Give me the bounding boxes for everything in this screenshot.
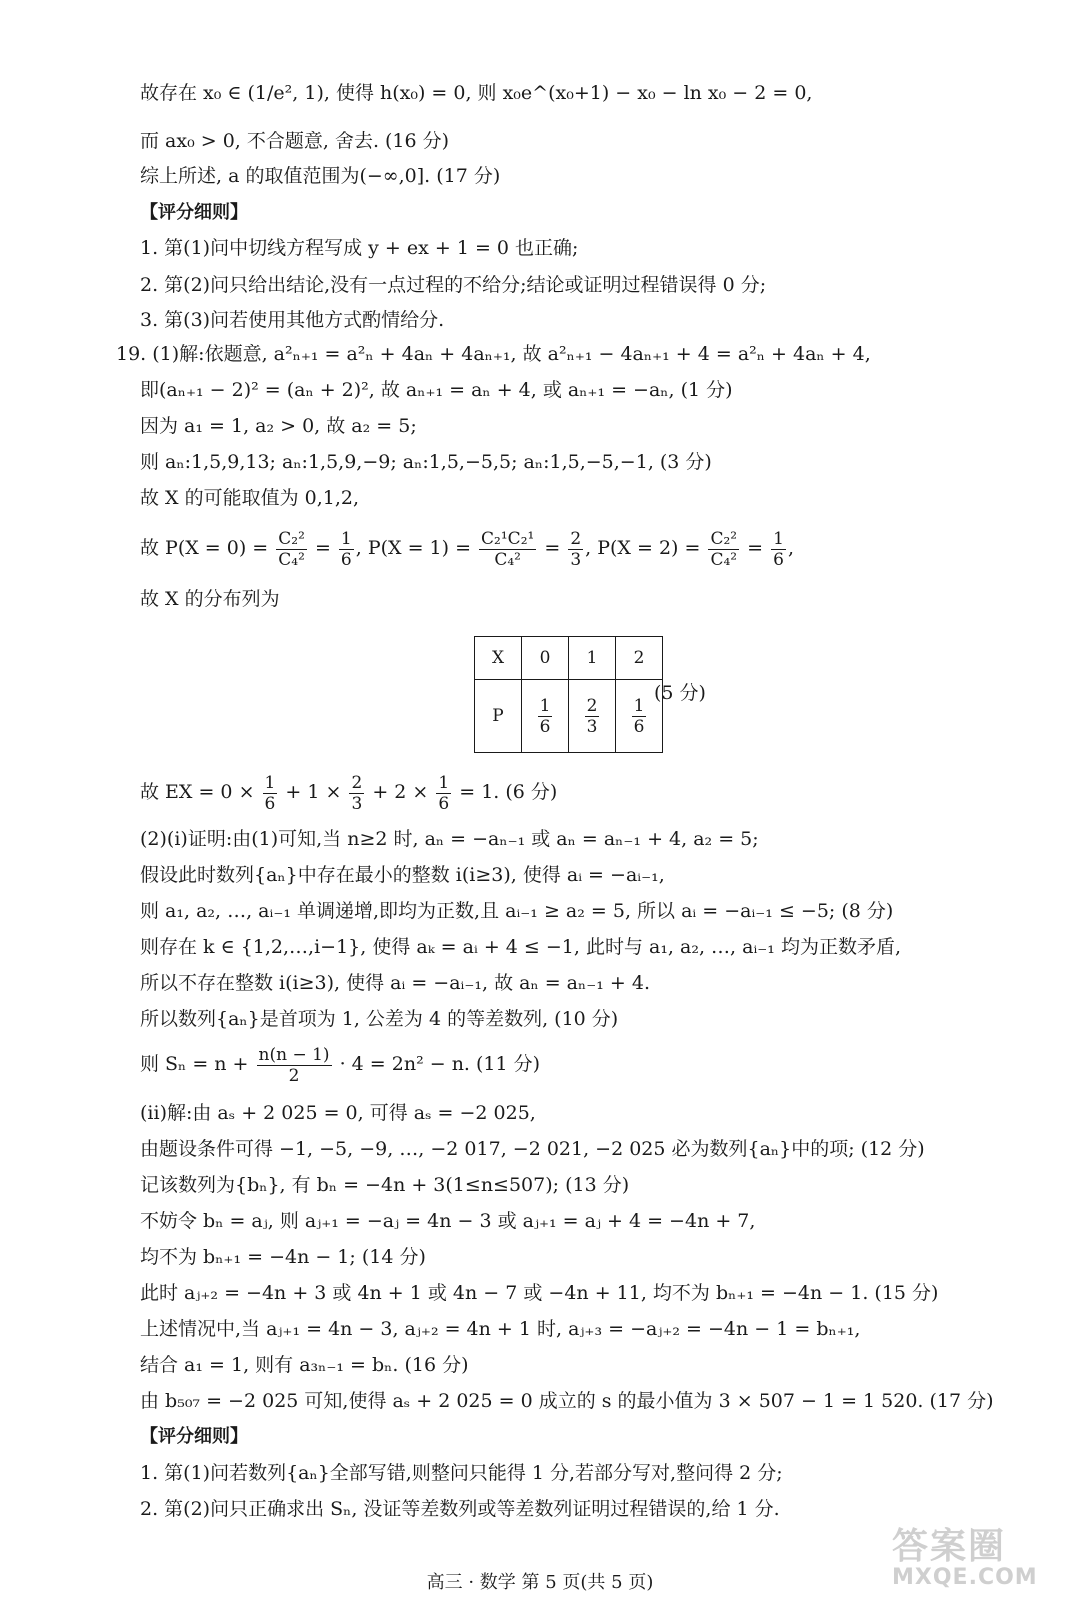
fraction — [339, 529, 354, 570]
table-row — [475, 637, 663, 680]
denominator: 3 — [351, 793, 363, 814]
denominator: C₄² — [494, 549, 521, 570]
watermark-text: MXQE.COM — [892, 1565, 1038, 1590]
text-line: 1. 第(1)问中切线方程写成 y + ex + 1 = 0 也正确; — [140, 237, 579, 259]
fraction — [263, 773, 278, 814]
table-cell: 1 — [569, 637, 616, 680]
text-line: 所以不存在整数 i(i≥3), 使得 aᵢ = −aᵢ₋₁, 故 aₙ = aₙ₋₁ + 4. — [140, 972, 650, 994]
table-cell — [522, 680, 569, 753]
fraction — [771, 529, 786, 570]
fraction — [708, 529, 739, 570]
numerator: 2 — [351, 772, 363, 793]
fraction — [436, 773, 451, 814]
text-line: 而 ax₀ > 0, 不合题意, 舍去. (16 分) — [140, 130, 450, 152]
fraction — [257, 1045, 332, 1086]
text-line: 故存在 x₀ ∈ (1/e², 1), 使得 h(x₀) = 0, 则 x₀e^(x₀+1) − x₀ − ln x₀ − 2 = 0, — [140, 82, 813, 104]
text: 故 EX = 0 × — [140, 781, 261, 803]
watermark-text: 答案圈 — [892, 1526, 1007, 1567]
denominator: 2 — [288, 1065, 300, 1086]
text-line: 综上所述, a 的取值范围为(−∞,0]. (17 分) — [140, 165, 501, 187]
text-line: 2. 第(2)问只给出结论,没有一点过程的不给分;结论或证明过程错误得 0 分; — [140, 274, 767, 296]
table-cell: 0 — [522, 637, 569, 680]
numerator: 2 — [570, 528, 582, 549]
text-line: 2. 第(2)问只正确求出 Sₙ, 没证等差数列或等差数列证明过程错误的,给 1 分. — [140, 1498, 780, 1520]
denominator: C₄² — [278, 549, 305, 570]
numerator: 1 — [539, 695, 551, 716]
denominator: 6 — [539, 716, 551, 737]
text-line: 即(aₙ₊₁ − 2)² = (aₙ + 2)², 故 aₙ₊₁ = aₙ + 4, 或 aₙ₊₁ = −aₙ, (1 分) — [140, 379, 733, 401]
numerator: 1 — [773, 528, 784, 549]
table-cell: X — [475, 637, 522, 680]
text: = — [308, 537, 337, 559]
text: = 1. (6 分) — [453, 781, 558, 803]
numerator: C₂¹C₂¹ — [481, 528, 535, 549]
text-line: 则 aₙ:1,5,9,13; aₙ:1,5,9,−9; aₙ:1,5,−5,5; aₙ:1,5,−5,−1, (3 分) — [140, 451, 712, 473]
text: 则 Sₙ = n + — [140, 1053, 255, 1075]
fraction — [568, 529, 583, 570]
text: = — [538, 537, 567, 559]
text-line: 结合 a₁ = 1, 则有 a₃ₙ₋₁ = bₙ. (16 分) — [140, 1354, 469, 1376]
text-line: 所以数列{aₙ}是首项为 1, 公差为 4 的等差数列, (10 分) — [140, 1008, 619, 1030]
table-cell: P — [475, 680, 522, 753]
text-line: 此时 aⱼ₊₂ = −4n + 3 或 4n + 1 或 4n − 7 或 −4n + 11, 均不为 bₙ₊₁ = −4n − 1. (15 分) — [140, 1282, 939, 1304]
section-heading: 【评分细则】 — [140, 202, 248, 223]
text: + 1 × — [279, 781, 348, 803]
denominator: 6 — [264, 793, 276, 814]
text-line: 假设此时数列{aₙ}中存在最小的整数 i(i≥3), 使得 aᵢ = −aᵢ₋₁, — [140, 864, 665, 886]
numerator: 1 — [438, 772, 450, 793]
fraction — [632, 696, 647, 737]
text: + 2 × — [366, 781, 435, 803]
denominator: 3 — [586, 716, 598, 737]
numerator: 1 — [264, 772, 276, 793]
denominator: 6 — [438, 793, 450, 814]
numerator: 1 — [340, 528, 352, 549]
text-line: 故 X 的分布列为 — [140, 588, 280, 610]
denominator: 3 — [570, 549, 582, 570]
probability-line — [140, 520, 794, 576]
numerator: C₂² — [710, 528, 738, 549]
text: · 4 = 2n² − n. (11 分) — [333, 1053, 541, 1075]
sum-formula-line — [140, 1036, 540, 1092]
text-line: 故 X 的可能取值为 0,1,2, — [140, 487, 360, 509]
text-line: 上述情况中,当 aⱼ₊₁ = 4n − 3, aⱼ₊₂ = 4n + 1 时, aⱼ₊₃ = −aⱼ₊₂ = −4n − 1 = bₙ₊₁, — [140, 1318, 861, 1340]
text-line: 3. 第(3)问若使用其他方式酌情给分. — [140, 309, 445, 331]
denominator: 6 — [340, 549, 352, 570]
table-row — [475, 680, 663, 753]
numerator: 2 — [586, 695, 598, 716]
table-cell — [569, 680, 616, 753]
text: , — [787, 537, 794, 559]
fraction — [538, 696, 553, 737]
fraction — [479, 529, 536, 570]
section-heading: 【评分细则】 — [140, 1426, 248, 1447]
text-line: (2)(i)证明:由(1)可知,当 n≥2 时, aₙ = −aₙ₋₁ 或 aₙ = aₙ₋₁ + 4, a₂ = 5; — [140, 828, 759, 850]
denominator: C₄² — [710, 549, 738, 570]
text: 故 P(X = 0) = — [140, 537, 275, 559]
score-note: (5 分) — [654, 682, 706, 704]
text-line: 1. 第(1)问若数列{aₙ}全部写错,则整问只能得 1 分,若部分写对,整问得 2 分; — [140, 1462, 783, 1484]
distribution-table — [474, 636, 663, 753]
numerator: n(n − 1) — [258, 1044, 330, 1065]
text-line: 不妨令 bₙ = aⱼ, 则 aⱼ₊₁ = −aⱼ = 4n − 3 或 aⱼ₊₁ = aⱼ + 4 = −4n + 7, — [140, 1210, 756, 1232]
text-line: 均不为 bₙ₊₁ = −4n − 1; (14 分) — [140, 1246, 426, 1268]
text: , P(X = 1) = — [355, 537, 478, 559]
text-line: 则 a₁, a₂, …, aᵢ₋₁ 单调递增,即均为正数,且 aᵢ₋₁ ≥ a₂ = 5, 所以 aᵢ = −aᵢ₋₁ ≤ −5; (8 分) — [140, 900, 894, 922]
expectation-line — [140, 764, 557, 820]
fraction — [585, 696, 600, 737]
page-footer: 高三 · 数学 第 5 页(共 5 页) — [426, 1572, 654, 1593]
text: = — [741, 537, 770, 559]
text-line: 由题设条件可得 −1, −5, −9, …, −2 017, −2 021, −2 025 必为数列{aₙ}中的项; (12 分) — [140, 1138, 925, 1160]
numerator: C₂² — [278, 528, 305, 549]
text: , P(X = 2) = — [585, 537, 707, 559]
text-line: 则存在 k ∈ {1,2,…,i−1}, 使得 aₖ = aᵢ + 4 ≤ −1, 此时与 a₁, a₂, …, aᵢ₋₁ 均为正数矛盾, — [140, 936, 901, 958]
numerator: 1 — [633, 695, 645, 716]
denominator: 6 — [773, 549, 784, 570]
text-line: (ii)解:由 aₛ + 2 025 = 0, 可得 aₛ = −2 025, — [140, 1102, 536, 1124]
fraction — [349, 773, 364, 814]
text-line: 由 b₅₀₇ = −2 025 可知,使得 aₛ + 2 025 = 0 成立的 s 的最小值为 3 × 507 − 1 = 1 520. (17 分) — [140, 1390, 994, 1412]
fraction — [276, 529, 307, 570]
table-cell: 2 — [616, 637, 663, 680]
text-line: 记该数列为{bₙ}, 有 bₙ = −4n + 3(1≤n≤507); (13 分) — [140, 1174, 630, 1196]
denominator: 6 — [633, 716, 645, 737]
problem-19-heading: 19. (1)解:依题意, a²ₙ₊₁ = a²ₙ + 4aₙ + 4aₙ₊₁, 故 a²ₙ₊₁ − 4aₙ₊₁ + 4 = a²ₙ + 4aₙ + 4, — [116, 343, 871, 365]
text-line: 因为 a₁ = 1, a₂ > 0, 故 a₂ = 5; — [140, 415, 417, 437]
